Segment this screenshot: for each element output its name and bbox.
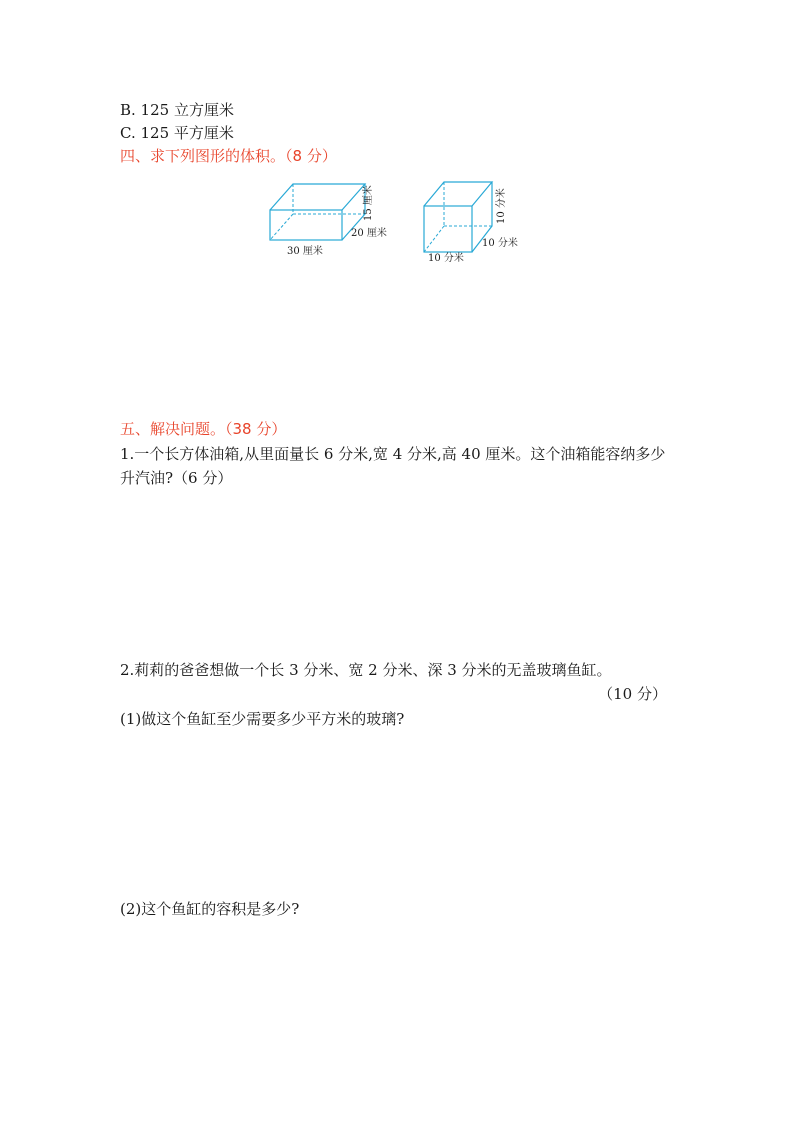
cube-top-face	[424, 182, 492, 206]
cube-depth-label: 10 分米	[482, 238, 518, 249]
option-b: B. 125 立方厘米	[120, 101, 234, 119]
question-2-score: （10 分）	[598, 685, 667, 703]
cuboid-hidden-depth-edge	[270, 214, 293, 240]
question-2-sub-1: (1)做这个鱼缸至少需要多少平方米的玻璃?	[120, 710, 405, 728]
option-c: C. 125 平方厘米	[120, 124, 234, 142]
question-2-sub-2: (2)这个鱼缸的容积是多少?	[120, 900, 300, 918]
cube-front-face	[424, 206, 472, 252]
section-4-heading: 四、求下列图形的体积。（8 分）	[120, 147, 337, 165]
cube-figure	[416, 172, 536, 272]
cuboid-top-face	[270, 184, 365, 210]
section-5-heading: 五、解决问题。（38 分）	[120, 420, 287, 438]
question-2-line-1: 2.莉莉的爸爸想做一个长 3 分米、宽 2 分米、深 3 分米的无盖玻璃鱼缸。	[120, 661, 612, 679]
question-1-line-1: 1.一个长方体油箱,从里面量长 6 分米,宽 4 分米,高 40 厘米。这个油箱能容纳多少	[120, 445, 666, 463]
cuboid-depth-label: 20 厘米	[351, 228, 387, 239]
question-1-line-2: 升汽油?（6 分）	[120, 469, 233, 487]
cube-hidden-depth-edge	[424, 226, 444, 252]
cuboid-length-label: 30 厘米	[287, 246, 323, 257]
cube-length-label: 10 分米	[428, 253, 464, 264]
cuboid-figure	[262, 172, 402, 262]
cube-height-label: 10 分米	[496, 188, 507, 224]
cuboid-height-label: 15 厘米	[363, 185, 374, 221]
